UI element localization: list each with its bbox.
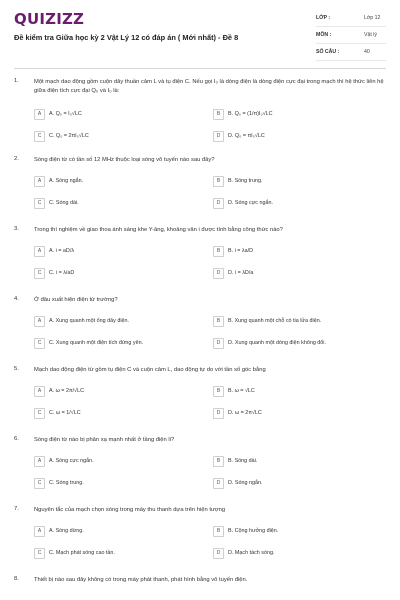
- header-divider: [14, 68, 386, 69]
- option-text: D. i = λD/a: [228, 270, 254, 276]
- meta-row-subject: [316, 29, 386, 44]
- question-number: 4.: [14, 296, 19, 302]
- option-text: B. Cộng hưởng điện.: [228, 528, 279, 534]
- option-letter: A: [34, 456, 45, 467]
- option-c[interactable]: [34, 407, 190, 419]
- question-text: Ở đâu xuất hiện điện từ trường?: [34, 297, 118, 303]
- option-letter: D: [213, 198, 224, 209]
- option-letter: A: [34, 109, 45, 120]
- option-b[interactable]: [213, 315, 369, 327]
- option-text: C. Mạch phát sóng cao tần.: [49, 550, 115, 556]
- option-c[interactable]: [34, 267, 190, 279]
- option-a[interactable]: [34, 385, 190, 397]
- meta-panel: [316, 12, 386, 63]
- question-number: 5.: [14, 366, 19, 372]
- question-number: 7.: [14, 506, 19, 512]
- option-c[interactable]: [34, 547, 190, 559]
- option-letter: A: [34, 386, 45, 397]
- option-b[interactable]: [213, 245, 369, 257]
- question-text: Sóng điện từ nào bị phản xạ mạnh nhất ở tầng điện li?: [34, 437, 175, 443]
- option-letter: B: [213, 176, 224, 187]
- option-text: B. Sóng trung.: [228, 178, 263, 184]
- question-text: Mạch dao động điện từ gồm tụ điện C và cuộn cảm L, dao động tự do với tần số góc bằng: [34, 367, 266, 373]
- meta-value: Lớp 12: [364, 15, 381, 21]
- meta-label: MÔN :: [316, 32, 332, 38]
- question-text: Trong thí nghiệm về giao thoa ánh sáng khe Y-âng, khoảng vân i được tính bằng công thức nào?: [34, 227, 283, 233]
- option-text: D. Sóng ngắn.: [228, 480, 263, 486]
- option-text: D. Sóng cực ngắn.: [228, 200, 273, 206]
- option-text: B. i = λa/D: [228, 248, 254, 254]
- option-letter: C: [34, 338, 45, 349]
- option-d[interactable]: [213, 197, 369, 209]
- option-text: C. Xung quanh một điện tích đứng yên.: [49, 340, 144, 346]
- option-text: C. Sóng dài.: [49, 200, 79, 206]
- question-text: Sóng điện từ có tần số 12 MHz thuộc loại sóng vô tuyến nào sau đây?: [34, 157, 215, 163]
- option-a[interactable]: [34, 175, 190, 187]
- question-text: Thiết bị nào sau đây không có trong máy phát thanh, phát hình bằng vô tuyến điện.: [34, 577, 248, 583]
- question-text: Nguyên tắc của mạch chọn sóng trong máy thu thanh dựa trên hiện tượng: [34, 507, 226, 513]
- option-letter: C: [34, 198, 45, 209]
- option-text: B. Xung quanh một chỗ có tia lửa điện.: [228, 318, 322, 324]
- question-number: 6.: [14, 436, 19, 442]
- option-text: C. i = λ/aD: [49, 270, 75, 276]
- option-text: A. Xung quanh một ống dây điện.: [49, 318, 130, 324]
- option-d[interactable]: [213, 337, 369, 349]
- option-letter: D: [213, 268, 224, 279]
- option-letter: C: [34, 548, 45, 559]
- option-c[interactable]: [34, 130, 190, 142]
- option-letter: A: [34, 526, 45, 537]
- page-header: [0, 0, 400, 62]
- meta-label: SỐ CÂU :: [316, 49, 340, 55]
- option-text: B. ω = √LC: [228, 388, 255, 394]
- question-number: 3.: [14, 226, 19, 232]
- option-b[interactable]: [213, 385, 369, 397]
- option-letter: D: [213, 548, 224, 559]
- question-number: 1.: [14, 78, 19, 84]
- meta-value: Vật lý: [364, 32, 377, 38]
- option-c[interactable]: [34, 477, 190, 489]
- option-a[interactable]: [34, 315, 190, 327]
- page-title: Đề kiểm tra Giữa học kỳ 2 Vật Lý 12 có đáp án ( Mới nhất) - Đề 8: [14, 33, 239, 42]
- option-letter: C: [34, 408, 45, 419]
- option-letter: B: [213, 246, 224, 257]
- meta-value: 40: [364, 49, 370, 55]
- option-text: B. Q₀ = (1/π)I₀√LC: [228, 111, 273, 117]
- option-b[interactable]: [213, 455, 369, 467]
- option-text: D. ω = 2π√LC: [228, 410, 262, 416]
- option-text: A. Sóng cực ngắn.: [49, 458, 94, 464]
- option-a[interactable]: [34, 455, 190, 467]
- option-text: A. ω = 2π/√LC: [49, 388, 85, 394]
- option-a[interactable]: [34, 525, 190, 537]
- option-text: A. Q₀ = I₀√LC: [49, 111, 82, 117]
- question-text: Một mạch dao động gồm cuộn dây thuần cảm L và tụ điện C. Nếu gọi I₀ là dòng điện là dòng điện cực đại trong mạch thì hệ thức liên hệ giữa điện tích cực đại Q₀ và I₀ là:: [34, 79, 384, 94]
- option-d[interactable]: [213, 267, 369, 279]
- option-letter: A: [34, 316, 45, 327]
- option-letter: C: [34, 478, 45, 489]
- option-letter: B: [213, 316, 224, 327]
- option-text: C. Sóng trung.: [49, 480, 84, 486]
- option-d[interactable]: [213, 477, 369, 489]
- option-text: D. Mạch tách sóng.: [228, 550, 275, 556]
- question-number: 8.: [14, 576, 19, 582]
- option-text: B. Sóng dài.: [228, 458, 258, 464]
- option-letter: B: [213, 456, 224, 467]
- option-letter: D: [213, 478, 224, 489]
- option-c[interactable]: [34, 337, 190, 349]
- option-a[interactable]: [34, 245, 190, 257]
- option-letter: A: [34, 176, 45, 187]
- option-letter: C: [34, 131, 45, 142]
- option-text: A. Sóng dừng.: [49, 528, 84, 534]
- option-d[interactable]: [213, 407, 369, 419]
- option-letter: A: [34, 246, 45, 257]
- option-d[interactable]: [213, 130, 369, 142]
- option-text: A. Sóng ngắn.: [49, 178, 84, 184]
- meta-row-count: [316, 46, 386, 61]
- option-b[interactable]: [213, 525, 369, 537]
- question-number: 2.: [14, 156, 19, 162]
- meta-label: LỚP :: [316, 15, 331, 21]
- option-text: D. Q₀ = πI₀√LC: [228, 133, 265, 139]
- option-letter: D: [213, 408, 224, 419]
- option-a[interactable]: [34, 108, 190, 120]
- option-letter: D: [213, 338, 224, 349]
- option-b[interactable]: [213, 108, 369, 120]
- option-letter: B: [213, 386, 224, 397]
- option-text: D. Xung quanh một dòng điện không đổi.: [228, 340, 327, 346]
- option-b[interactable]: [213, 175, 369, 187]
- option-text: C. ω = 1/√LC: [49, 410, 81, 416]
- option-text: C. Q₀ = 2πI₀√LC: [49, 133, 89, 139]
- option-letter: C: [34, 268, 45, 279]
- quizizz-logo: QUIZIZZ: [14, 10, 85, 28]
- option-letter: D: [213, 131, 224, 142]
- meta-row-class: [316, 12, 386, 27]
- option-d[interactable]: [213, 547, 369, 559]
- option-letter: B: [213, 109, 224, 120]
- option-c[interactable]: [34, 197, 190, 209]
- option-text: A. i = aD/λ: [49, 248, 75, 254]
- option-letter: B: [213, 526, 224, 537]
